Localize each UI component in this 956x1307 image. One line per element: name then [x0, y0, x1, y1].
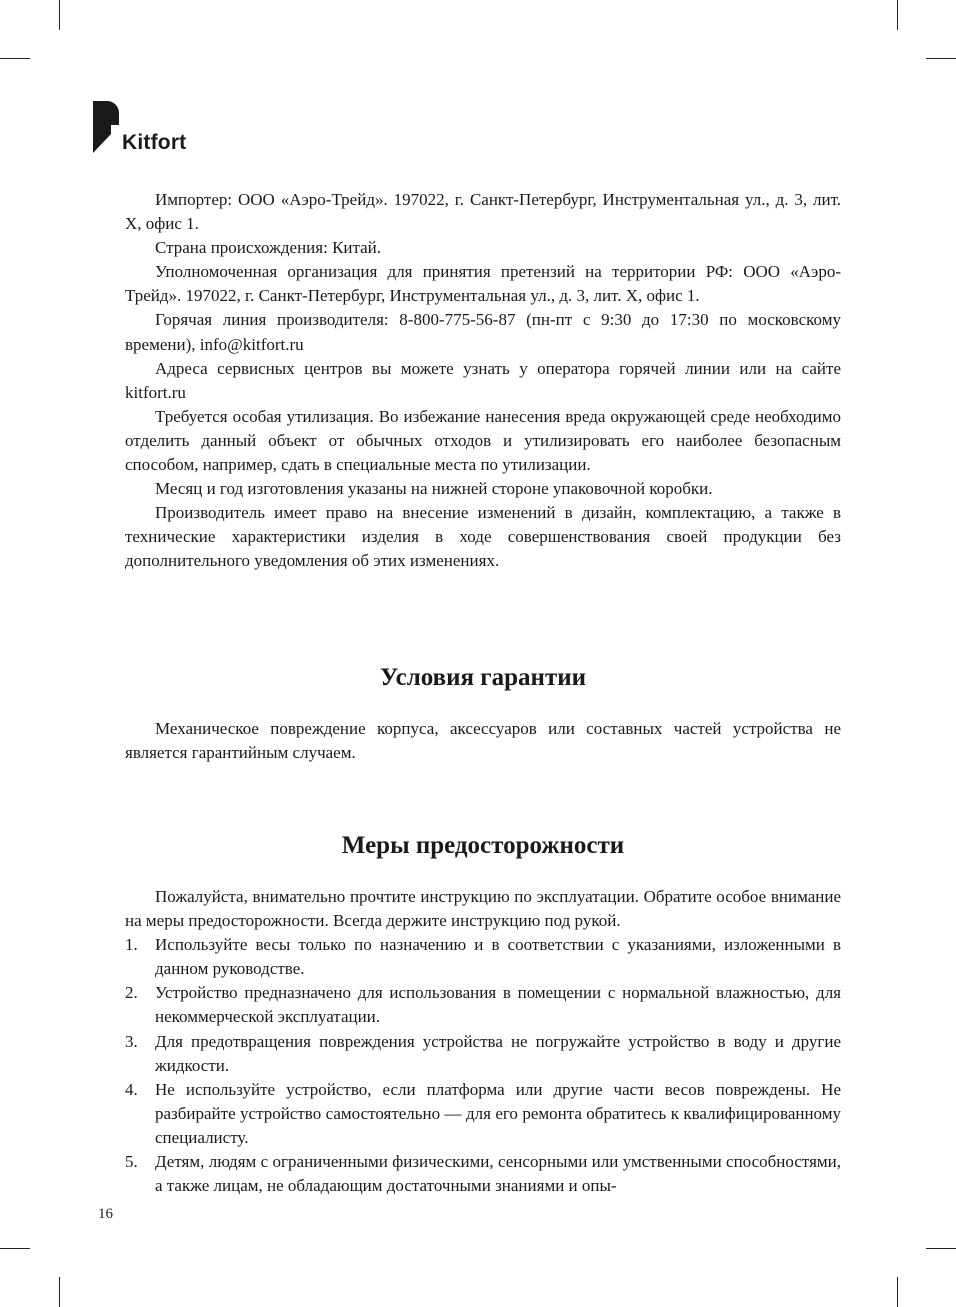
paragraph-changes: Производитель имеет право на внесение изменений в дизайн, комплектацию, а также в технические характеристики изделия в ходе совершенствования своей продукции без дополнительного уведомления об этих изменениях. [125, 503, 841, 571]
precautions-block [125, 885, 841, 1198]
brand-name: Kitfort [122, 131, 187, 154]
precautions-list [125, 933, 841, 1198]
crop-mark [59, 1277, 60, 1307]
warranty-text-block [125, 717, 841, 765]
crop-mark [0, 58, 30, 59]
crop-mark [926, 1248, 956, 1249]
crop-mark [926, 58, 956, 59]
paragraph-manufacture-date: Месяц и год изготовления указаны на нижней стороне упаковочной коробки. [155, 479, 713, 499]
precautions-intro: Пожалуйста, внимательно прочтите инструкцию по эксплуатации. Обратите особое внимание на меры предосторожности. Всегда держите инструкцию под рукой. [125, 887, 841, 931]
crop-mark [59, 0, 60, 30]
kitfort-logo-icon [93, 101, 119, 153]
crop-mark [897, 1277, 898, 1307]
warranty-heading: Условия гарантии [379, 664, 587, 691]
list-item: 5. Детям, людям с ограниченными физическими, сенсорными или умственными способностями, а также лицам, не обладающим достаточными знаниями и опы- [125, 1152, 841, 1196]
paragraph-hotline: Горячая линия производителя: 8-800-775-56-87 (пн-пт с 9:30 до 17:30 по московскому времени), info@kitfort.ru [125, 310, 841, 354]
list-item: 1. Используйте весы только по назначению и в соответствии с указаниями, изложенными в данном руководстве. [125, 935, 841, 979]
paragraph-service: Адреса сервисных центров вы можете узнать у оператора горячей линии или на сайте kitfort.ru [125, 358, 841, 402]
crop-mark [0, 1248, 30, 1249]
page-number: 16 [98, 1206, 113, 1222]
list-item: 4. Не используйте устройство, если платформа или другие части весов повреждены. Не разбирайте устройство самостоятельно — для его ремонта обратитесь к квалифицированному специалисту. [125, 1079, 841, 1147]
precautions-heading: Меры предосторожности [341, 832, 625, 859]
brand-logo [93, 101, 186, 153]
paragraph-importer: Импортер: ООО «Аэро-Трейд». 197022, г. Санкт-Петербург, Инструментальная ул., д. 3, лит. Х, офис 1. [125, 190, 841, 234]
list-item: 3. Для предотвращения повреждения устройства не погружайте устройство в воду и другие жидкости. [125, 1031, 841, 1075]
paragraph-origin: Страна происхождения: Китай. [155, 238, 382, 258]
paragraph-disposal: Требуется особая утилизация. Во избежание нанесения вреда окружающей среде необходимо отделить данный объект от обычных отходов и утилизировать его наиболее безопасным способом, например, сдать в специальные места по утилизации. [125, 406, 841, 475]
info-paragraphs [125, 188, 841, 574]
warranty-text: Механическое повреждение корпуса, аксессуаров или составных частей устройства не является гарантийным случаем. [125, 719, 841, 763]
paragraph-claims: Уполномоченная организация для принятия претензий на территории РФ: ООО «Аэро-Трейд». 197022, г. Санкт-Петербург, Инструментальная ул., д. 3, лит. Х, офис 1. [125, 262, 841, 306]
crop-mark [897, 0, 898, 30]
list-item: 2. Устройство предназначено для использования в помещении с нормальной влажностью, для некоммерческой эксплуатации. [125, 983, 841, 1027]
